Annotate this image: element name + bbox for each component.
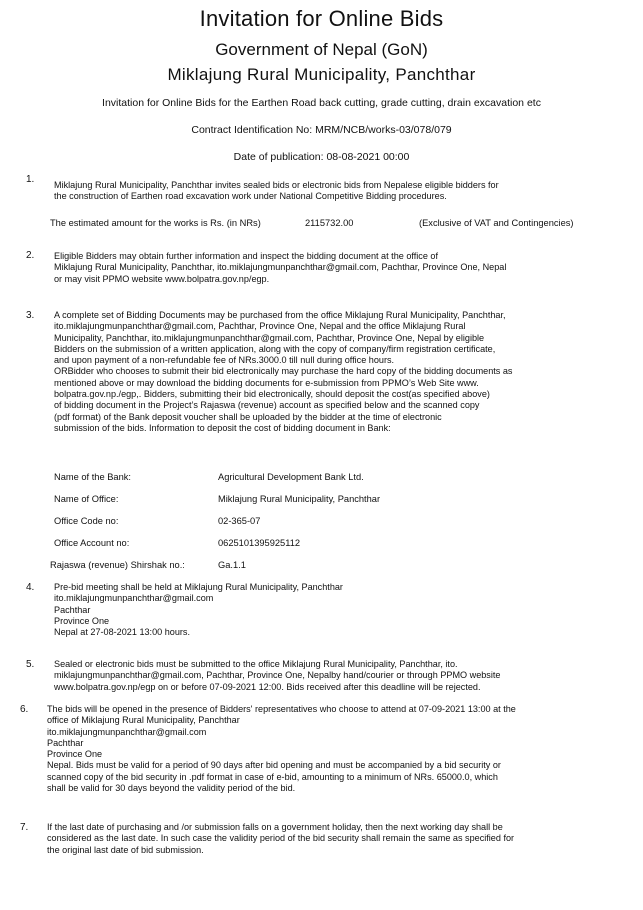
section-2-number: 2. — [26, 250, 35, 261]
estimate-note: (Exclusive of VAT and Contingencies) — [419, 218, 574, 228]
section-6-line: Province One — [47, 749, 103, 760]
government-name: Government of Nepal (GoN) — [215, 40, 428, 59]
section-3-line: bolpatra.gov.np./egp,. Bidders, submitting their bid electronically, should deposit the cost(as specified above) — [54, 389, 490, 400]
section-4-line: Province One — [54, 615, 110, 626]
contract-identification: Contract Identification No: MRM/NCB/works-03/078/079 — [191, 124, 452, 136]
section-7-line: the original last date of bid submission. — [47, 844, 204, 855]
municipality-name: Miklajung Rural Municipality, Panchthar — [167, 65, 476, 84]
rajaswa-label: Rajaswa (revenue) Shirshak no.: — [50, 560, 185, 570]
section-6-line: office of Miklajung Rural Municipality, Panchthar — [47, 715, 240, 726]
section-3-line: of bidding document in the Project’s Rajaswa (revenue) account as specified below and the scanned copy — [54, 400, 480, 411]
section-5-number: 5. — [26, 659, 35, 670]
section-2-line: Eligible Bidders may obtain further information and inspect the bidding document at the office of — [54, 251, 439, 261]
section-4-line: Pachthar — [54, 604, 91, 615]
section-5-text — [54, 659, 614, 693]
section-6-line: ito.miklajungmunpanchthar@gmail.com — [47, 726, 207, 737]
publication-date: Date of publication: 08-08-2021 00:00 — [233, 151, 410, 163]
section-6-line: scanned copy of the bid security in .pdf format in case of e-bid, amounting to a minimum of NRs. 65000.0, which — [47, 771, 498, 782]
office-code-value: 02-365-07 — [218, 516, 261, 526]
section-5-line: miklajungmunpanchthar@gmail.com, Pachthar, Province One, Nepalby hand/courier or through PPMO website — [54, 670, 501, 681]
section-3-line: ito.miklajungmunpanchthar@gmail.com, Pachthar, Province One, Nepal and the office Miklajung Rural — [54, 321, 466, 332]
estimate-label: The estimated amount for the works is Rs. (in NRs) — [50, 218, 261, 228]
section-6-line: Nepal. Bids must be valid for a period of 90 days after bid opening and must be accompanied by a bid security or — [47, 760, 501, 771]
section-3-line: (pdf format) of the Bank deposit voucher shall be uploaded by the bidder at the time of electronic — [54, 411, 442, 422]
section-3-number: 3. — [26, 310, 35, 321]
section-1-text — [54, 180, 614, 203]
section-7-number: 7. — [20, 822, 29, 833]
section-6-text — [47, 704, 607, 794]
section-5-line: www.bolpatra.gov.np/egp on or before 07-09-2021 12:00. Bids received after this deadline will be rejected. — [54, 681, 481, 692]
bid-subject: Invitation for Online Bids for the Earthen Road back cutting, grade cutting, drain excavation etc — [102, 97, 541, 109]
section-4-line: ito.miklajungmunpanchthar@gmail.com — [54, 593, 214, 604]
section-4-line: Pre-bid meeting shall be held at Miklajung Rural Municipality, Panchthar — [54, 582, 343, 592]
section-6-line: shall be valid for 30 days beyond the validity period of the bid. — [47, 783, 296, 794]
section-3-text — [54, 310, 603, 434]
office-code-label: Office Code no: — [54, 516, 119, 526]
section-3-line: A complete set of Bidding Documents may be purchased from the office Miklajung Rural Municipality, Panchthar, — [54, 310, 506, 320]
section-4-line: Nepal at 27-08-2021 13:00 hours. — [54, 627, 190, 638]
section-2-line: or may visit PPMO website www.bolpatra.gov.np/egp. — [54, 273, 270, 284]
section-3-line: Bidders on the submission of a written application, along with the copy of company/firm registration certificate, — [54, 343, 496, 354]
section-3-line: and upon payment of a non-refundable fee of NRs.3000.0 till null during office hours. — [54, 355, 395, 366]
section-6-line: Pachthar — [47, 737, 84, 748]
section-7-line: If the last date of purchasing and /or submission falls on a government holiday, then the next working day shall be — [47, 822, 503, 832]
section-3-line: Municipality, Panchthar, ito.miklajungmunpanchthar@gmail.com, Pachthar, Province One, Nepal by eligible — [54, 332, 485, 343]
section-1-line: the construction of Earthen road excavation work under National Competitive Bidding procedures. — [54, 191, 447, 202]
section-2-line: Miklajung Rural Municipality, Panchthar, ito.miklajungmunpanchthar@gmail.com, Pachthar, Province One, Nepal — [54, 262, 507, 273]
section-6-number: 6. — [20, 704, 29, 715]
section-2-text — [54, 251, 614, 285]
section-3-line: ORBidder who chooses to submit their bid electronically may purchase the hard copy of the bidding documents as — [54, 366, 513, 377]
section-6-line: The bids will be opened in the presence of Bidders' representatives who choose to attend at 07-09-2021 13:00 at the — [47, 704, 516, 714]
document-title: Invitation for Online Bids — [199, 6, 444, 31]
office-account-value: 0625101395925112 — [218, 538, 301, 548]
section-7-line: considered as the last date. In such case the validity period of the bid security shall remain the same as specified for — [47, 833, 515, 844]
rajaswa-value: Ga.1.1 — [218, 560, 246, 570]
section-1-line: Miklajung Rural Municipality, Panchthar invites sealed bids or electronic bids from Nepalese eligible bidders for — [54, 180, 499, 190]
section-4-number: 4. — [26, 582, 35, 593]
section-3-line: mentioned above or may download the bidding documents for e-submission from PPMO’s Web Site www. — [54, 377, 479, 388]
office-name-label: Name of Office: — [54, 494, 119, 504]
office-account-label: Office Account no: — [54, 538, 130, 548]
bank-name-value: Agricultural Development Bank Ltd. — [218, 472, 364, 482]
section-5-line: Sealed or electronic bids must be submitted to the office Miklajung Rural Municipality, Panchthar, ito. — [54, 659, 458, 669]
section-7-text — [47, 822, 612, 856]
section-4-text — [54, 582, 614, 638]
bank-name-label: Name of the Bank: — [54, 472, 131, 482]
section-1-number: 1. — [26, 174, 35, 185]
office-name-value: Miklajung Rural Municipality, Panchthar — [218, 494, 381, 504]
section-3-line: submission of the bids. Information to deposit the cost of bidding document in Bank: — [54, 422, 391, 433]
estimate-value: 2115732.00 — [305, 218, 354, 228]
